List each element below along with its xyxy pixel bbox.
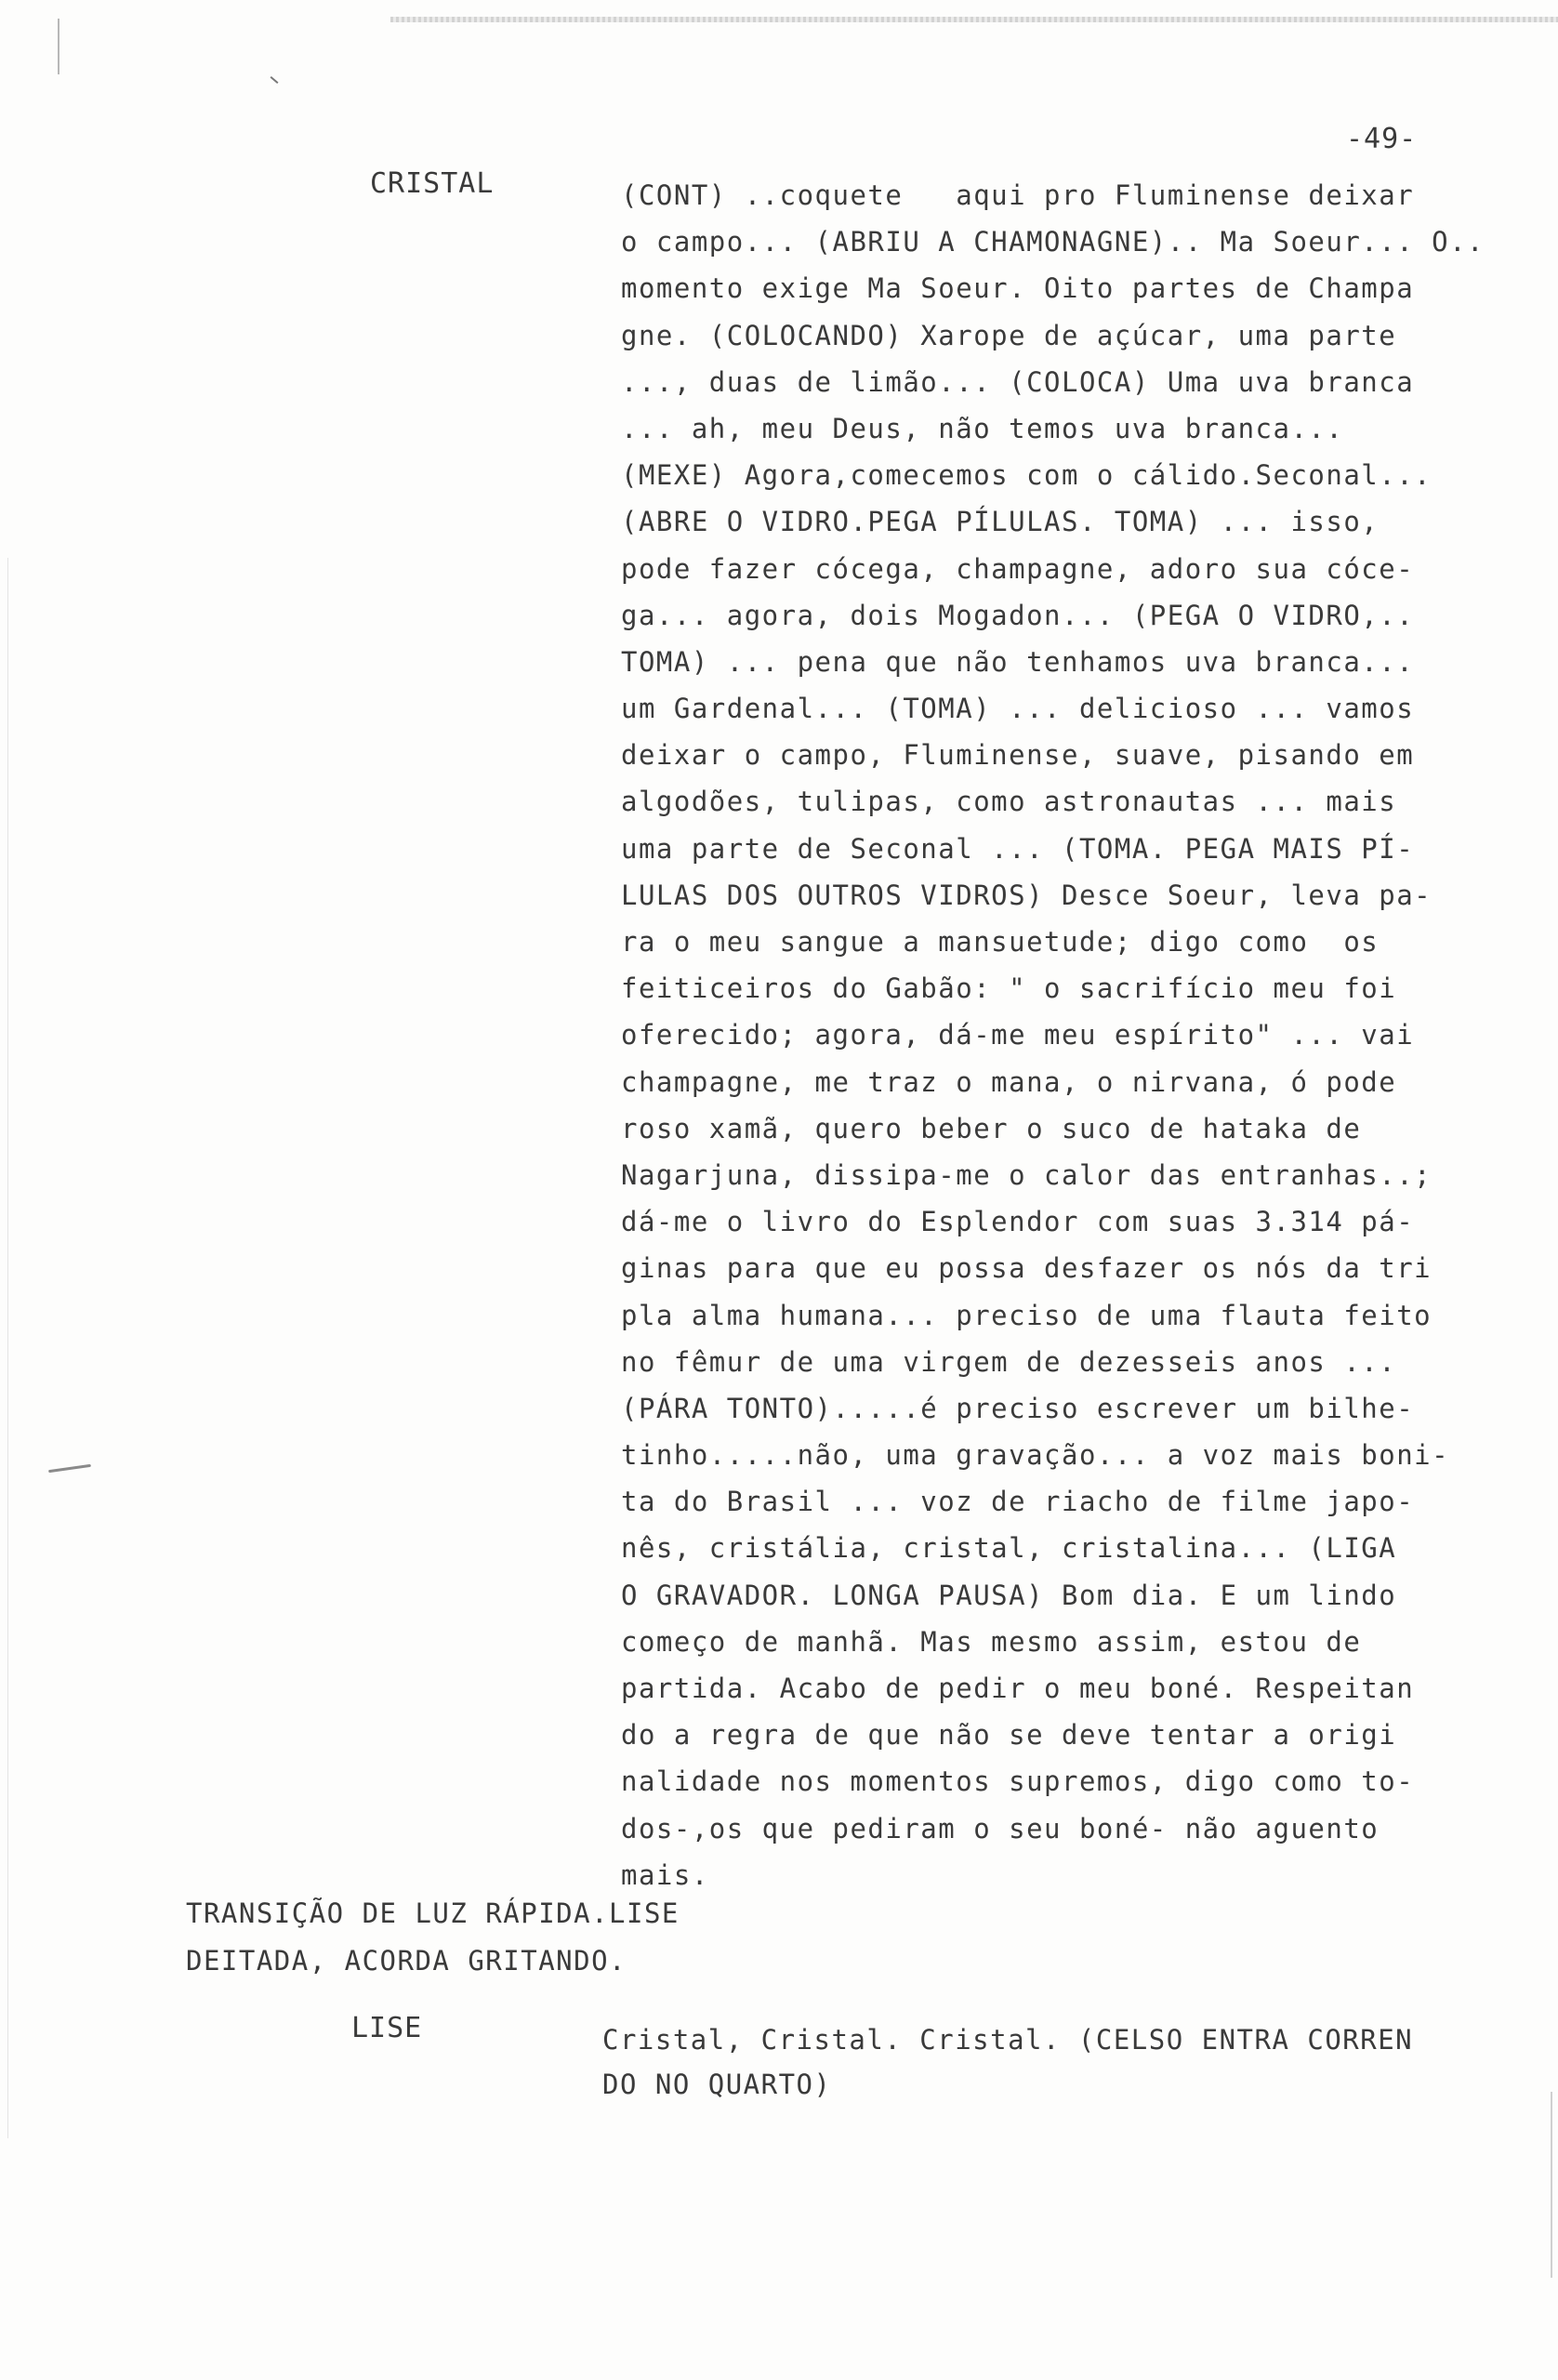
scan-left-edge: [7, 558, 8, 2138]
dialogue-line: ginas para que eu possa desfazer os nós da tri: [621, 1252, 1433, 1285]
dialogue-line: (ABRE O VIDRO.PEGA PÍLULAS. TOMA) ... isso,: [621, 506, 1380, 538]
dialogue-line: nês, cristália, cristal, cristalina... (LIGA: [621, 1532, 1397, 1565]
dialogue-line: um Gardenal... (TOMA) ... delicioso ... vamos: [621, 693, 1415, 725]
dialogue-line: ... ah, meu Deus, não temos uva branca...: [621, 412, 1344, 444]
dialogue-line: mais.: [621, 1858, 709, 1891]
scan-tick-mark: [271, 76, 279, 84]
dialogue-line: champagne, me traz o mana, o nirvana, ó pode: [621, 1065, 1397, 1098]
stage-direction-line: DEITADA, ACORDA GRITANDO.: [186, 1945, 627, 1977]
dialogue-line: ra o meu sangue a mansuetude; digo como os: [621, 926, 1380, 958]
scan-margin-mark: [58, 19, 59, 74]
lise-dialogue: [602, 2017, 1413, 2107]
dialogue-line: oferecido; agora, dá-me meu espírito" ... vai: [621, 1019, 1415, 1051]
dialogue-line: do a regra de que não se deve tentar a origi: [621, 1719, 1397, 1752]
dialogue-line: TOMA) ... pena que não tenhamos uva branca...: [621, 645, 1415, 678]
dialogue-line: Cristal, Cristal. Cristal. (CELSO ENTRA CORREN: [602, 2024, 1414, 2056]
dialogue-line: ga... agora, dois Mogadon... (PEGA O VIDRO,..: [621, 599, 1415, 631]
dialogue-line: (PÁRA TONTO).....é preciso escrever um bilhe-: [621, 1392, 1415, 1424]
dialogue-line: Nagarjuna, dissipa-me o calor das entranhas..;: [621, 1158, 1433, 1191]
dialogue-line: momento exige Ma Soeur. Oito partes de Champa: [621, 272, 1415, 305]
dialogue-line: gne. (COLOCANDO) Xarope de açúcar, uma parte: [621, 319, 1397, 351]
speaker-cristal: CRISTAL: [370, 167, 495, 200]
page-number: -49-: [1346, 123, 1418, 155]
speaker-lise: LISE: [351, 2012, 423, 2044]
dialogue-line: algodões, tulipas, como astronautas ... mais: [621, 786, 1397, 818]
dialogue-line: no fêmur de uma virgem de dezesseis anos ...: [621, 1345, 1397, 1378]
dialogue-line: o campo... (ABRIU A CHAMONAGNE).. Ma Soeur... O..: [621, 226, 1485, 258]
dialogue-line: nalidade nos momentos supremos, digo como to-: [621, 1765, 1415, 1798]
cristal-dialogue: [621, 172, 1485, 1898]
dialogue-line: tinho.....não, uma gravação... a voz mais boni-: [621, 1439, 1450, 1472]
dialogue-line: começo de manhã. Mas mesmo assim, estou de: [621, 1625, 1362, 1658]
dialogue-line: pode fazer cócega, champagne, adoro sua cóce-: [621, 552, 1415, 585]
dialogue-line: O GRAVADOR. LONGA PAUSA) Bom dia. E um lindo: [621, 1579, 1397, 1611]
dialogue-line: LULAS DOS OUTROS VIDROS) Desce Soeur, leva pa-: [621, 879, 1433, 911]
scan-right-edge: [1551, 2092, 1552, 2278]
scan-edge-rule: [390, 17, 1558, 22]
dialogue-line: ..., duas de limão... (COLOCA) Uma uva branca: [621, 365, 1415, 398]
dialogue-line: feiticeiros do Gabão: " o sacrifício meu foi: [621, 972, 1397, 1005]
dialogue-line: deixar o campo, Fluminense, suave, pisando em: [621, 739, 1415, 772]
dialogue-line: partida. Acabo de pedir o meu boné. Respeitan: [621, 1673, 1415, 1704]
margin-pen-mark: [48, 1464, 91, 1473]
dialogue-line: dá-me o livro do Esplendor com suas 3.314 pá-: [621, 1206, 1415, 1238]
dialogue-line: roso xamã, quero beber o suco de hataka de: [621, 1112, 1362, 1144]
stage-direction-line: TRANSIÇÃO DE LUZ RÁPIDA.LISE: [186, 1897, 680, 1929]
dialogue-line: DO NO QUARTO): [602, 2069, 832, 2100]
dialogue-line: pla alma humana... preciso de uma flauta feito: [621, 1299, 1433, 1331]
dialogue-line: (MEXE) Agora,comecemos com o cálido.Seconal...: [621, 459, 1433, 492]
dialogue-line: dos-,os que pediram o seu boné- não aguento: [621, 1812, 1380, 1844]
dialogue-line: ta do Brasil ... voz de riacho de filme japo-: [621, 1486, 1415, 1518]
dialogue-line: (CONT) ..coquete aqui pro Fluminense deixar: [621, 179, 1415, 211]
stage-direction: [186, 1890, 680, 1985]
dialogue-line: uma parte de Seconal ... (TOMA. PEGA MAIS PÍ-: [621, 832, 1415, 865]
